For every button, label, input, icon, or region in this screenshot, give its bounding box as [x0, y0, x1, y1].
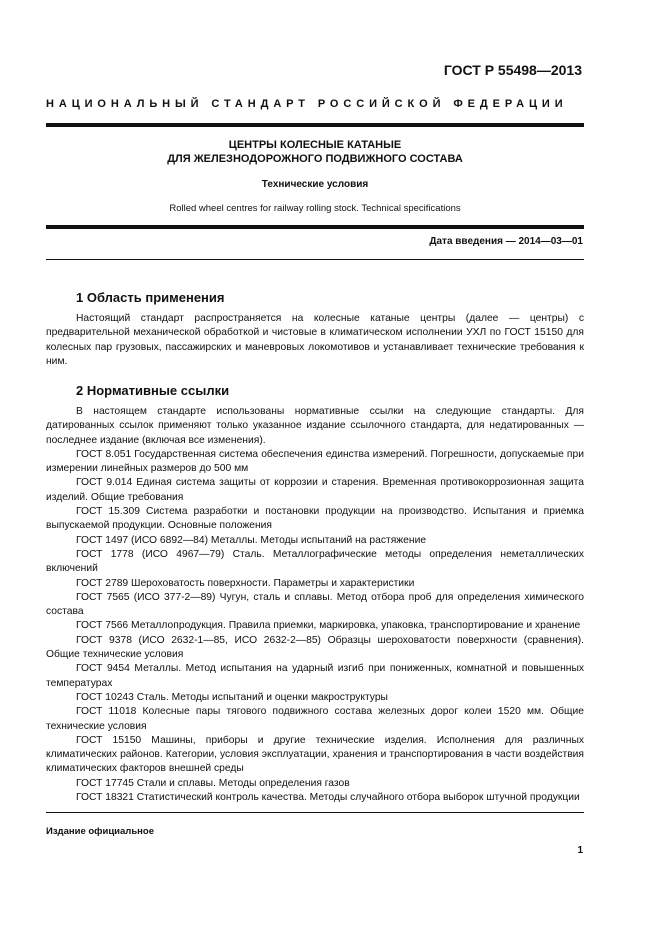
- reference-item: ГОСТ 9454 Металлы. Метод испытания на ударный изгиб при пониженных, комнатной и повышенных температурах: [46, 663, 584, 689]
- reference-item: ГОСТ 1778 (ИСО 4967—79) Сталь. Металлографические методы определения неметаллических включений: [46, 548, 584, 575]
- section-2-text: [46, 405, 584, 805]
- reference-item: ГОСТ 17745 Стали и сплавы. Методы определения газов: [76, 777, 350, 789]
- references-intro: В настоящем стандарте использованы нормативные ссылки на следующие стандарты. Для датированных ссылок применяют только указанное издание ссылочного стандарта, для недатированных — последнее издание (включая все изменения).: [46, 406, 584, 446]
- introduction-date: Дата введения — 2014—03—01: [429, 236, 583, 247]
- reference-item: ГОСТ 15150 Машины, приборы и другие технические изделия. Исполнения для различных климатических районов. Категории, условия эксплуатации, хранения и транспортирования в части воздействия климатических факторов внешней среды: [46, 734, 584, 775]
- section-1-heading: 1 Область применения: [76, 290, 225, 305]
- section-1-paragraph: Настоящий стандарт распространяется на колесные катаные центры (далее — центры) с предварительной механической обработкой и чистовые в климатическом исполнении УХЛ по ГОСТ 15150 для колесных пар грузовых, пассажирских и маневровых локомотивов и устанавливает технические требования к ним.: [46, 313, 584, 367]
- page-number: 1: [577, 845, 583, 856]
- national-standard-heading: НАЦИОНАЛЬНЫЙ СТАНДАРТ РОССИЙСКОЙ ФЕДЕРАЦИИ: [46, 98, 568, 110]
- footer-divider: [46, 812, 584, 813]
- reference-item: ГОСТ 7565 (ИСО 377-2—89) Чугун, сталь и сплавы. Метод отбора проб для определения химического состава: [46, 591, 584, 618]
- document-subtitle: Технические условия: [261, 179, 369, 190]
- reference-item: ГОСТ 2789 Шероховатость поверхности. Параметры и характеристики: [76, 577, 415, 589]
- english-title: Rolled wheel centres for railway rolling stock. Technical specifications: [169, 203, 461, 214]
- reference-item: ГОСТ 15.309 Система разработки и постановки продукции на производство. Испытания и приемка выпускаемой продукции. Основные положения: [46, 506, 584, 532]
- date-divider: [46, 259, 584, 260]
- standard-number: ГОСТ Р 55498—2013: [443, 62, 582, 78]
- title-line-1: ЦЕНТРЫ КОЛЕСНЫЕ КАТАНЫЕ: [228, 139, 402, 151]
- top-divider: [46, 123, 584, 127]
- section-1-text: [46, 312, 584, 369]
- title-bottom-divider: [46, 225, 584, 229]
- title-line-2: ДЛЯ ЖЕЛЕЗНОДОРОЖНОГО ПОДВИЖНОГО СОСТАВА: [167, 153, 463, 165]
- reference-item: ГОСТ 7566 Металлопродукция. Правила приемки, маркировка, упаковка, транспортирование и хранение: [76, 620, 581, 632]
- official-edition-label: Издание официальное: [46, 826, 154, 837]
- document-title: [46, 138, 584, 166]
- reference-item: ГОСТ 11018 Колесные пары тягового подвижного состава железных дорог колеи 1520 мм. Общие технические условия: [46, 706, 584, 732]
- reference-item: ГОСТ 9378 (ИСО 2632-1—85, ИСО 2632-2—85) Образцы шероховатости поверхности (сравнения). Общие технические условия: [46, 634, 584, 661]
- reference-item: ГОСТ 10243 Сталь. Методы испытаний и оценки макроструктуры: [76, 691, 388, 703]
- reference-item: ГОСТ 18321 Статистический контроль качества. Методы случайного отбора выборок штучной продукции: [76, 792, 580, 804]
- section-2-heading: 2 Нормативные ссылки: [76, 383, 230, 398]
- reference-item: ГОСТ 9.014 Единая система защиты от коррозии и старения. Временная противокоррозионная защита изделий. Общие требования: [46, 477, 584, 503]
- reference-item: ГОСТ 8.051 Государственная система обеспечения единства измерений. Погрешности, допускаемые при измерении линейных размеров до 500 мм: [46, 448, 584, 475]
- reference-item: ГОСТ 1497 (ИСО 6892—84) Металлы. Методы испытаний на растяжение: [76, 534, 427, 546]
